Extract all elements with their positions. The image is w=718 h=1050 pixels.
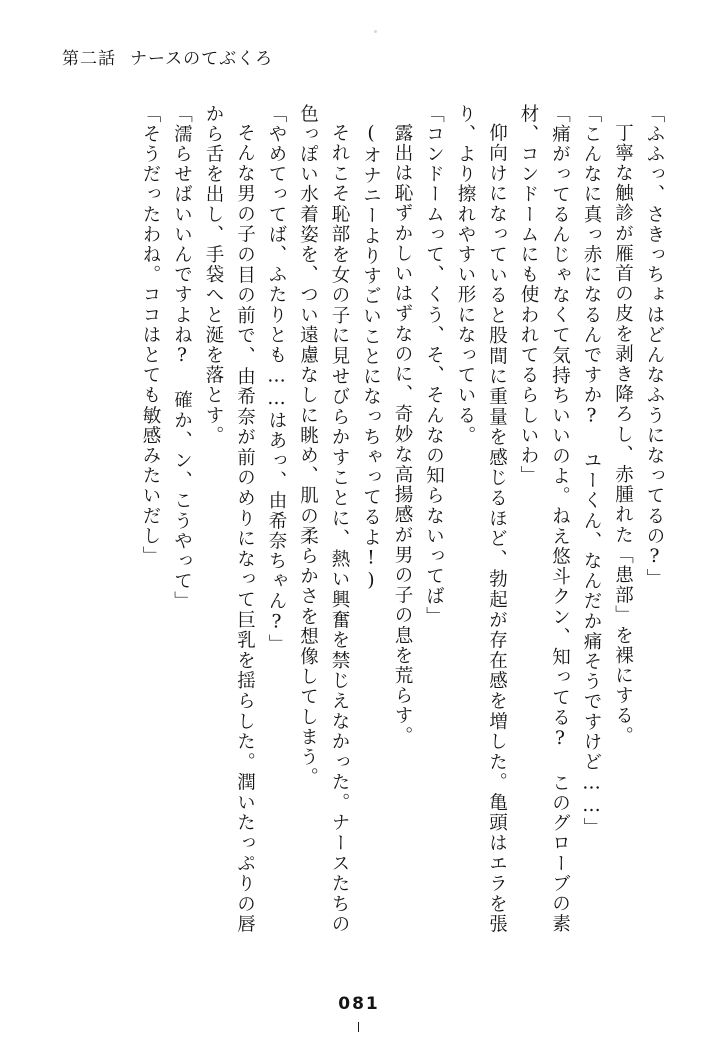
- paragraph: 「こんなに真っ赤になるんですか? ユーくん、なんだか痛そうですけど……」: [581, 104, 602, 838]
- folio-mark: [358, 1022, 359, 1032]
- page-number: 081: [338, 994, 380, 1014]
- registration-dot: [374, 30, 377, 33]
- paragraph: 「濡らせばいいんですよね? 確か、ン、こうやって」: [171, 104, 193, 612]
- paragraph: 露出は恥ずかしいはずなのに、奇妙な高揚感が男の子の息を荒らす。: [392, 122, 413, 746]
- paragraph: 丁寧な触診が雁首の皮を剥き降ろし、赤腫れた「患部」を裸にする。: [612, 122, 634, 746]
- paragraph: それこそ恥部を女の子に見せびらかすことに、熱い興奮を禁じえなかった。ナースたちの色っぽい水着姿を、つい遠慮なしに眺め、肌の柔らかさを想像してしまう。: [297, 104, 350, 934]
- paragraph: 「コンドームって、くう、そ、そんなの知らないってば」: [423, 104, 445, 627]
- chapter-number: 第二話: [62, 49, 116, 69]
- running-head: [62, 44, 273, 69]
- paragraph: 「ふふっ、さきっちょはどんなふうになってるの?」: [644, 104, 665, 589]
- paragraph: 「やめてってば、ふたりとも……はあっ、由希奈ちゃん?」: [266, 104, 287, 655]
- paragraph: (オナニーよりすごいことになっちゃってるよ!): [360, 122, 382, 593]
- paragraph: そんな男の子の目の前で、由希奈が前のめりになって巨乳を揺らした。潤いたっぷりの唇から舌を出し、手袋へと涎を落とす。: [203, 104, 256, 934]
- paragraph: 「痛がってるんじゃなくて気持ちいいのよ。ねえ悠斗クン、知ってる? このグローブの素材、コンドームにも使われてるらしいわ」: [518, 104, 571, 934]
- chapter-title: ナースのてぶくろ: [130, 49, 274, 69]
- paragraph: 「そうだったわね。ココはとても敏感みたいだし」: [140, 104, 161, 567]
- paragraph: 仰向けになっていると股間に重量を感じるほど、勃起が存在感を増した。亀頭はエラを張り、より擦れやすい形になっている。: [455, 104, 508, 934]
- body-text: [56, 104, 670, 934]
